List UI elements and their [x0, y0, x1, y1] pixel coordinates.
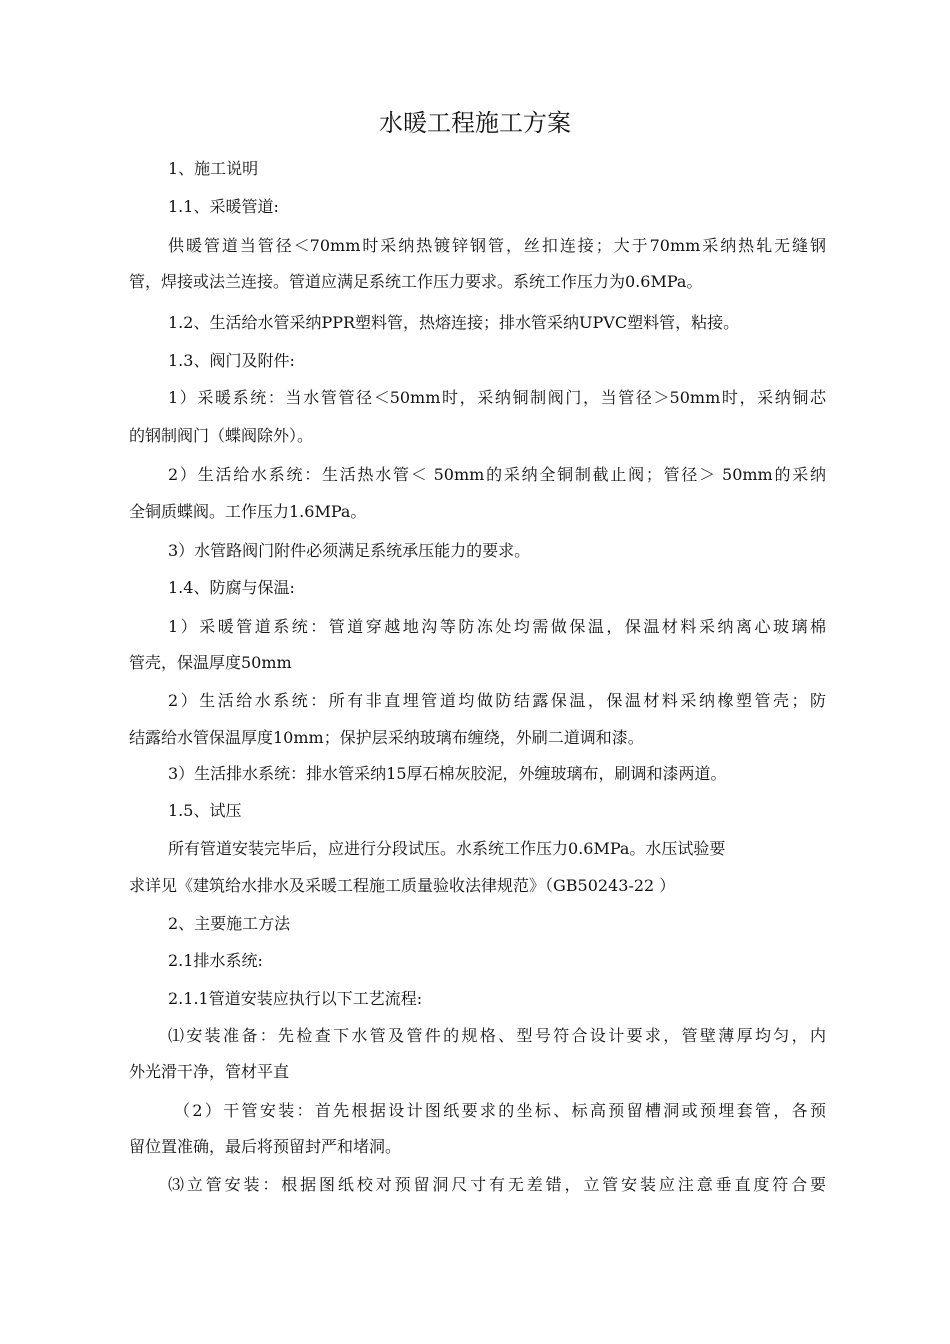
heading-2-1-1: 2.1.1管道安装应执行以下工艺流程: [168, 989, 423, 1008]
paragraph-line: ⑴安装准备：先检查下水管及管件的规格、型号符合设计要求，管壁薄厚均匀，内 [168, 1026, 826, 1045]
paragraph-line: 所有管道安装完毕后，应进行分段试压。水系统工作压力0.6MPa。水压试验要 [168, 839, 726, 858]
paragraph-line: 3）生活排水系统：排水管采纳15厚石棉灰胶泥，外缠玻璃布，刷调和漆两道。 [168, 764, 727, 783]
document-title: 水暖工程施工方案 [379, 109, 571, 137]
paragraph-line: 1.2、生活给水管采纳PPR塑料管，热熔连接；排水管采纳UPVC塑料管，粘接。 [168, 313, 740, 332]
paragraph-line: 外光滑干净，管材平直 [129, 1062, 290, 1081]
paragraph-line: 1）采暖系统：当水管管径＜50mm时，采纳铜制阀门，当管径＞50mm时，采纳铜芯 [168, 388, 826, 407]
paragraph-line: （2）干管安装：首先根据设计图纸要求的坐标、标高预留槽洞或预埋套管，各预 [174, 1101, 826, 1120]
paragraph-line: ⑶立管安装：根据图纸校对预留洞尺寸有无差错，立管安装应注意垂直度符合要 [168, 1175, 826, 1194]
heading-1-1: 1.1、采暖管道: [168, 197, 279, 216]
heading-2-1: 2.1排水系统: [168, 951, 263, 970]
heading-1: 1、施工说明 [168, 159, 259, 178]
heading-1-4: 1.4、防腐与保温: [168, 578, 295, 597]
heading-2: 2、主要施工方法 [168, 914, 291, 933]
paragraph-line: 3）水管路阀门附件必须满足系统承压能力的要求。 [168, 541, 531, 560]
paragraph-line: 求详见《建筑给水排水及采暖工程施工质量验收法律规范》（GB50243-22 ） [129, 876, 676, 895]
paragraph-line: 1）采暖管道系统：管道穿越地沟等防冻处均需做保温，保温材料采纳离心玻璃棉 [168, 617, 826, 636]
paragraph-line: 管壳，保温厚度50mm [129, 653, 292, 672]
paragraph-line: 供暖管道当管径＜70mm时采纳热镀锌钢管，丝扣连接；大于70mm采纳热轧无缝钢 [168, 236, 826, 255]
paragraph-line: 2）生活给水系统：生活热水管＜ 50mm的采纳全铜制截止阀；管径＞ 50mm的采纳 [168, 465, 826, 484]
paragraph-line: 全铜质蝶阀。工作压力1.6MPa。 [129, 502, 367, 521]
paragraph-line: 结露给水管保温厚度10mm；保护层采纳玻璃布缠绕，外刷二道调和漆。 [129, 728, 644, 747]
paragraph-line: 2）生活给水系统：所有非直埋管道均做防结露保温，保温材料采纳橡塑管壳；防 [168, 691, 826, 710]
heading-1-3: 1.3、阀门及附件: [168, 351, 295, 370]
paragraph-line: 留位置准确，最后将预留封严和堵洞。 [129, 1137, 402, 1156]
heading-1-5: 1.5、试压 [168, 801, 242, 820]
paragraph-line: 管，焊接或法兰连接。管道应满足系统工作压力要求。系统工作压力为0.6MPa。 [129, 272, 703, 291]
paragraph-line: 的钢制阀门（蝶阀除外）。 [129, 426, 314, 445]
